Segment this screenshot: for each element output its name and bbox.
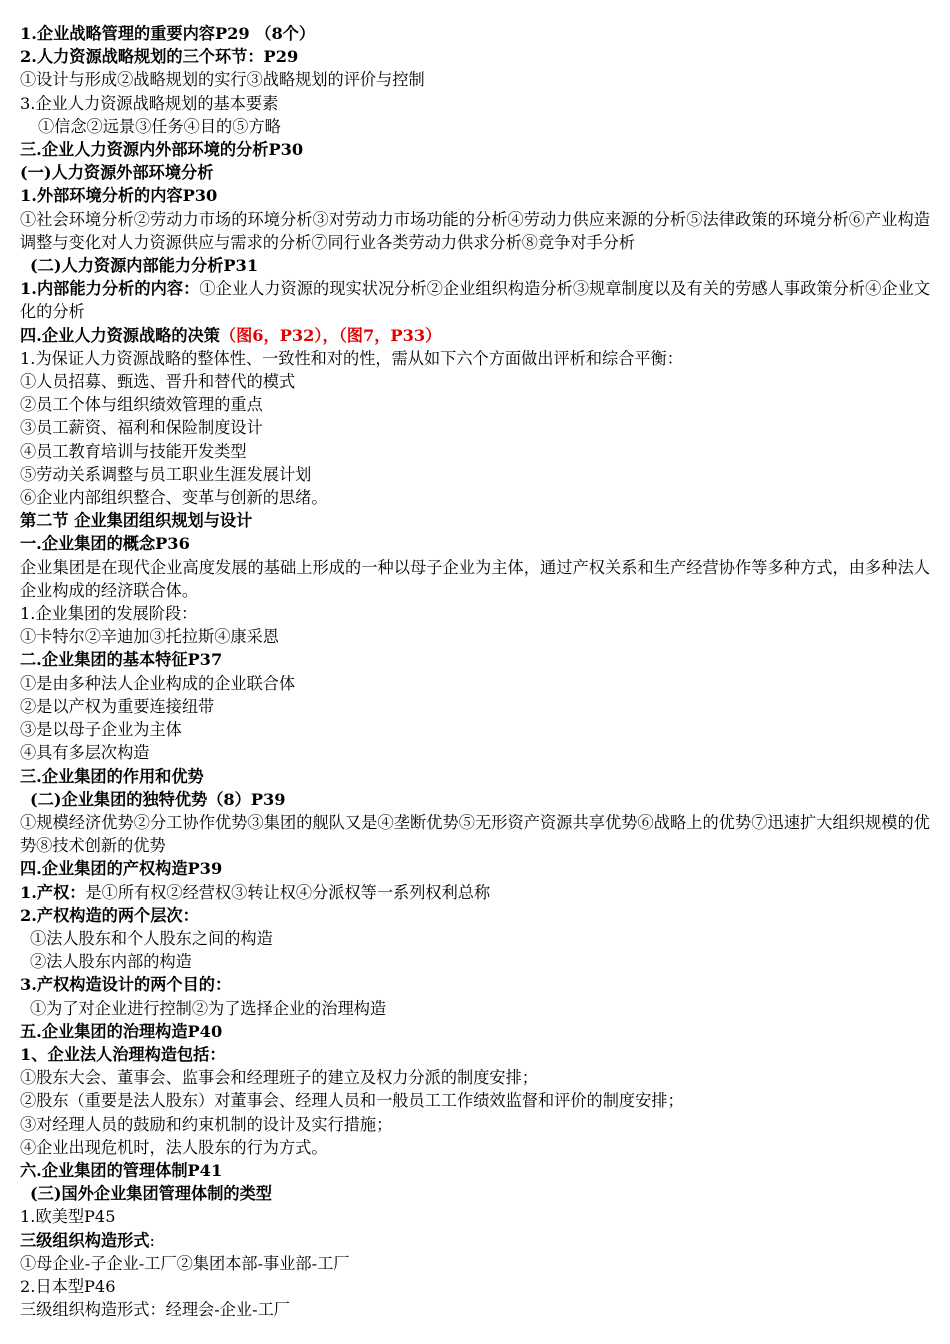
line-text: 2.产权构造的两个层次：	[20, 905, 199, 925]
line-text: ④企业出现危机时，法人股东的行为方式。	[20, 1137, 328, 1157]
line-text: ④具有多层次构造	[20, 743, 150, 763]
text-line	[20, 68, 930, 91]
text-line	[20, 1066, 930, 1089]
text-line	[20, 881, 930, 904]
heading-line	[20, 1020, 930, 1043]
heading-line	[20, 45, 930, 68]
text-line	[20, 695, 930, 718]
heading-line	[20, 254, 930, 277]
line-text: ④员工教育培训与技能开发类型	[20, 441, 247, 461]
line-text: 四.企业集团的产权构造P39	[20, 859, 223, 879]
text-line	[20, 1136, 930, 1159]
line-text: 1、企业法人治理构造包括：	[20, 1044, 226, 1064]
heading-line	[20, 22, 930, 45]
line-label: 1.内部能力分析的内容：	[20, 279, 200, 299]
text-line	[20, 324, 930, 347]
line-text: ①母企业-子企业-工厂②集团本部-事业部-工厂	[20, 1253, 350, 1273]
text-line	[20, 393, 930, 416]
heading-line	[20, 765, 930, 788]
text-line	[20, 950, 930, 973]
heading-line	[20, 857, 930, 880]
text-line	[20, 208, 930, 254]
text-line	[20, 811, 930, 857]
line-text: 2.人力资源战略规划的三个环节：P29	[20, 47, 299, 67]
line-text: ①规模经济优势②分工协作优势③集团的舰队又是④垄断优势⑤无形资产资源共享优势⑥战略上的优势⑦迅速扩大组织规模的优势⑧技术创新的优势	[20, 812, 930, 856]
line-text: ②股东（重要是法人股东）对董事会、经理人员和一般员工工作绩效监督和评价的制度安排；	[20, 1091, 684, 1111]
heading-line	[20, 1182, 930, 1205]
line-text: (二)人力资源内部能力分析P31	[30, 256, 259, 276]
line-text: ⑤劳动关系调整与员工职业生涯发展计划	[20, 464, 312, 484]
line-text: 1.企业战略管理的重要内容P29 （8个）	[20, 24, 316, 43]
line-text: 一.企业集团的概念P36	[20, 534, 190, 554]
heading-line	[20, 1159, 930, 1182]
text-line	[20, 277, 930, 323]
text-line	[20, 115, 930, 138]
text-line	[20, 672, 930, 695]
text-line	[20, 463, 930, 486]
line-text: ③是以母子企业为主体	[20, 720, 182, 740]
line-text: 二.企业集团的基本特征P37	[20, 650, 223, 670]
text-line	[20, 718, 930, 741]
heading-line	[20, 648, 930, 671]
text-line	[20, 486, 930, 509]
heading-line	[20, 788, 930, 811]
text-line	[20, 602, 930, 625]
line-text: ②是以产权为重要连接纽带	[20, 696, 215, 716]
line-label: 三级组织构造形式	[20, 1230, 150, 1250]
line-text: 1.为保证人力资源战略的整体性、一致性和对的性，需从如下六个方面做出评析和综合平衡：	[20, 348, 683, 368]
line-text: 1.企业集团的发展阶段：	[20, 604, 198, 624]
line-text: ②法人股东内部的构造	[30, 952, 192, 972]
text-line	[20, 1298, 930, 1321]
line-text: (一)人力资源外部环境分析	[20, 163, 214, 183]
text-line	[20, 1113, 930, 1136]
text-line	[20, 416, 930, 439]
heading-line	[20, 184, 930, 207]
line-text: (三)国外企业集团管理体制的类型	[30, 1184, 272, 1204]
text-line	[20, 1205, 930, 1228]
line-text: 五.企业集团的治理构造P40	[20, 1021, 223, 1041]
line-text: ①设计与形成②战略规划的实行③战略规划的评价与控制	[20, 70, 425, 90]
line-text: 三.企业人力资源内外部环境的分析P30	[20, 140, 304, 160]
line-text: ①人员招募、甄选、晋升和替代的模式	[20, 372, 296, 392]
line-text: 企业集团是在现代企业高度发展的基础上形成的一种以母子企业为主体，通过产权关系和生产经营协作等多种方式，由多种法人企业构成的经济联合体。	[20, 557, 930, 600]
text-line	[20, 927, 930, 950]
text-line	[20, 370, 930, 393]
line-text: 2.日本型P46	[20, 1276, 116, 1296]
text-line	[20, 1089, 930, 1112]
text-line	[20, 1252, 930, 1275]
line-text: 第二节 企业集团组织规划与设计	[20, 511, 253, 531]
line-text: 3.产权构造设计的两个目的：	[20, 975, 232, 995]
line-text: ①信念②远景③任务④目的⑤方略	[38, 116, 281, 136]
heading-line	[20, 532, 930, 555]
line-text: ①股东大会、董事会、监事会和经理班子的建立及权力分派的制度安排；	[20, 1068, 538, 1088]
heading-line	[20, 509, 930, 532]
line-text: ②员工个体与组织绩效管理的重点	[20, 395, 263, 415]
heading-line	[20, 161, 930, 184]
heading-line	[20, 904, 930, 927]
text-line	[20, 556, 930, 602]
figure-reference: （图6，P32），（图7，P33）	[219, 325, 442, 345]
line-text: (二)企业集团的独特优势（8）P39	[30, 789, 286, 809]
text-line	[20, 1275, 930, 1298]
line-text: ①卡特尔②辛迪加③托拉斯④康采恩	[20, 627, 279, 647]
line-label: 四.企业人力资源战略的决策	[20, 325, 220, 345]
text-line	[20, 347, 930, 370]
line-text: ①是由多种法人企业构成的企业联合体	[20, 673, 296, 693]
line-text: ①为了对企业进行控制②为了选择企业的治理构造	[30, 998, 387, 1018]
line-text: ③员工薪资、福利和保险制度设计	[20, 418, 263, 438]
text-line	[20, 440, 930, 463]
line-text: 三.企业集团的作用和优势	[20, 766, 204, 786]
line-text: 1.外部环境分析的内容P30	[20, 186, 218, 206]
line-text: 1.欧美型P45	[20, 1207, 116, 1227]
line-text: ③对经理人员的鼓励和约束机制的设计及实行措施；	[20, 1114, 393, 1134]
text-line	[20, 1229, 930, 1252]
line-text: 是①所有权②经营权③转让权④分派权等一系列权利总称	[85, 882, 491, 902]
line-text: ①社会环境分析②劳动力市场的环境分析③对劳动力市场功能的分析④劳动力供应来源的分析⑤法律政策的环境分析⑥产业构造调整与变化对人力资源供应与需求的分析⑦同行业各类劳动力供求分析⑧竞争对手分析	[20, 209, 930, 252]
line-text: ⑥企业内部组织整合、变革与创新的思绪。	[20, 488, 328, 508]
line-text: 三级组织构造形式：经理会-企业-工厂	[20, 1300, 290, 1320]
heading-line	[20, 1043, 930, 1066]
line-text: ①企业人力资源的现实状况分析②企业组织构造分析③规章制度以及有关的劳感人事政策分析④企业文化的分析	[20, 279, 931, 322]
heading-line	[20, 973, 930, 996]
heading-line	[20, 138, 930, 161]
line-text: 六.企业集团的管理体制P41	[20, 1160, 223, 1180]
text-line	[20, 92, 930, 115]
text-line	[20, 625, 930, 648]
line-label: 1.产权：	[20, 882, 86, 902]
text-line	[20, 741, 930, 764]
line-text: 3.企业人力资源战略规划的基本要素	[20, 93, 279, 113]
line-text: :	[149, 1230, 155, 1250]
text-line	[20, 997, 930, 1020]
line-text: ①法人股东和个人股东之间的构造	[30, 928, 273, 948]
